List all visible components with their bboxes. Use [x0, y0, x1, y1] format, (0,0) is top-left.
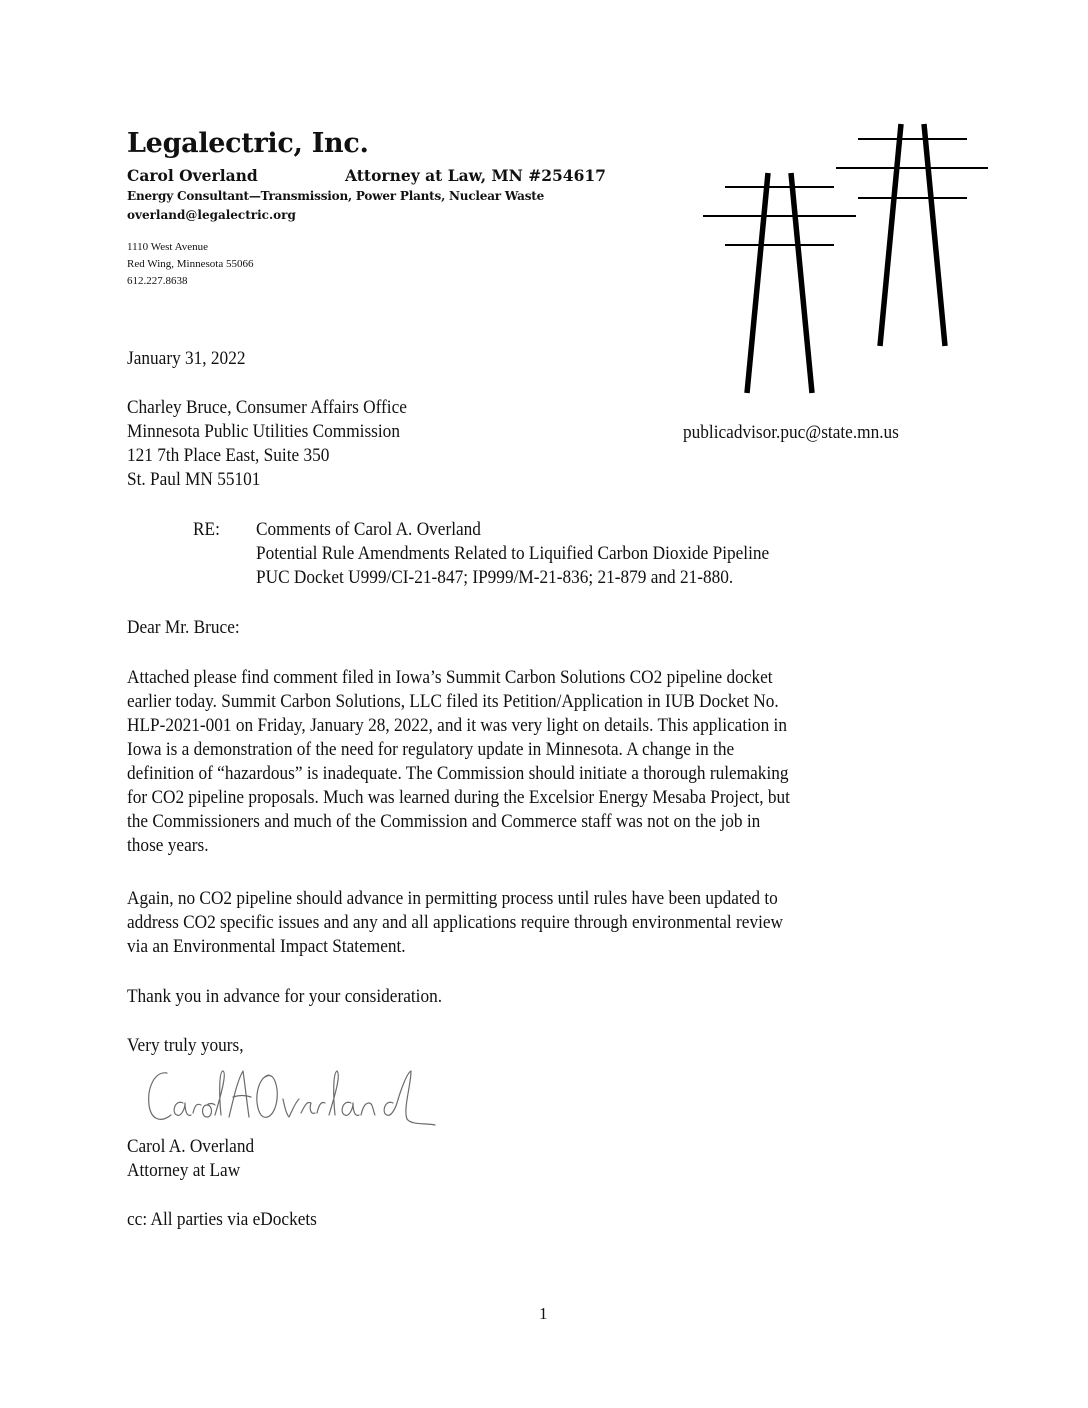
letterhead-address-line2: Red Wing, Minnesota 55066 [127, 258, 254, 270]
transmission-towers-icon [690, 115, 1000, 405]
letterhead-credential: Attorney at Law, MN #254617 [345, 166, 606, 185]
closing-line: Very truly yours, [127, 1035, 244, 1056]
recipient-line: Minnesota Public Utilities Commission [127, 421, 400, 442]
paragraph-line: Attached please find comment filed in Iowa’s Summit Carbon Solutions CO2 pipeline docket [127, 667, 773, 688]
paragraph-line: the Commissioners and much of the Commission and Commerce staff was not on the job in [127, 811, 761, 832]
recipient-address [127, 396, 407, 492]
thanks-line: Thank you in advance for your consideration. [127, 986, 443, 1007]
letterhead-email: overland@legalectric.org [127, 208, 296, 222]
re-line: PUC Docket U999/CI-21-847; IP999/M-21-836; 21-879 and 21-880. [256, 567, 734, 588]
paragraph-line: those years. [127, 835, 209, 856]
paragraph-line: address CO2 specific issues and any and all applications require through environmental review [127, 912, 784, 933]
handwritten-signature-icon [145, 1065, 465, 1135]
firm-name: Legalectric, Inc. [127, 128, 369, 159]
letterhead-address-line1: 1110 West Avenue [127, 241, 208, 253]
re-line: Comments of Carol A. Overland [256, 519, 481, 540]
letterhead-person: Carol Overland [127, 166, 258, 185]
re-line: Potential Rule Amendments Related to Liquified Carbon Dioxide Pipeline [256, 543, 770, 564]
salutation: Dear Mr. Bruce: [127, 617, 240, 638]
body-paragraph-1 [127, 666, 790, 858]
paragraph-line: earlier today. Summit Carbon Solutions, LLC filed its Petition/Application in IUB Docket No. [127, 691, 779, 712]
letter-date: January 31, 2022 [127, 348, 246, 369]
signature-block [127, 1135, 254, 1183]
body-paragraph-2 [127, 887, 783, 959]
recipient-line: 121 7th Place East, Suite 350 [127, 445, 330, 466]
paragraph-line: for CO2 pipeline proposals. Much was learned during the Excelsior Energy Mesaba Project, but [127, 787, 790, 808]
page-number: 1 [539, 1304, 548, 1323]
paragraph-line: Again, no CO2 pipeline should advance in permitting process until rules have been updated to [127, 888, 778, 909]
paragraph-line: Iowa is a demonstration of the need for regulatory update in Minnesota. A change in the [127, 739, 735, 760]
re-subject [256, 518, 769, 590]
letterhead-tagline: Energy Consultant—Transmission, Power Plants, Nuclear Waste [127, 189, 545, 203]
signer-title: Attorney at Law [127, 1160, 241, 1181]
paragraph-line: via an Environmental Impact Statement. [127, 936, 406, 957]
re-label: RE: [193, 519, 220, 540]
recipient-email: publicadvisor.puc@state.mn.us [683, 422, 899, 443]
cc-line: cc: All parties via eDockets [127, 1209, 317, 1230]
recipient-line: Charley Bruce, Consumer Affairs Office [127, 397, 407, 418]
paragraph-line: HLP-2021-001 on Friday, January 28, 2022, and it was very light on details. This application in [127, 715, 787, 736]
letterhead-phone: 612.227.8638 [127, 275, 188, 287]
recipient-line: St. Paul MN 55101 [127, 469, 261, 490]
paragraph-line: definition of “hazardous” is inadequate. The Commission should initiate a thorough rulemaking [127, 763, 789, 784]
signer-name: Carol A. Overland [127, 1136, 255, 1157]
